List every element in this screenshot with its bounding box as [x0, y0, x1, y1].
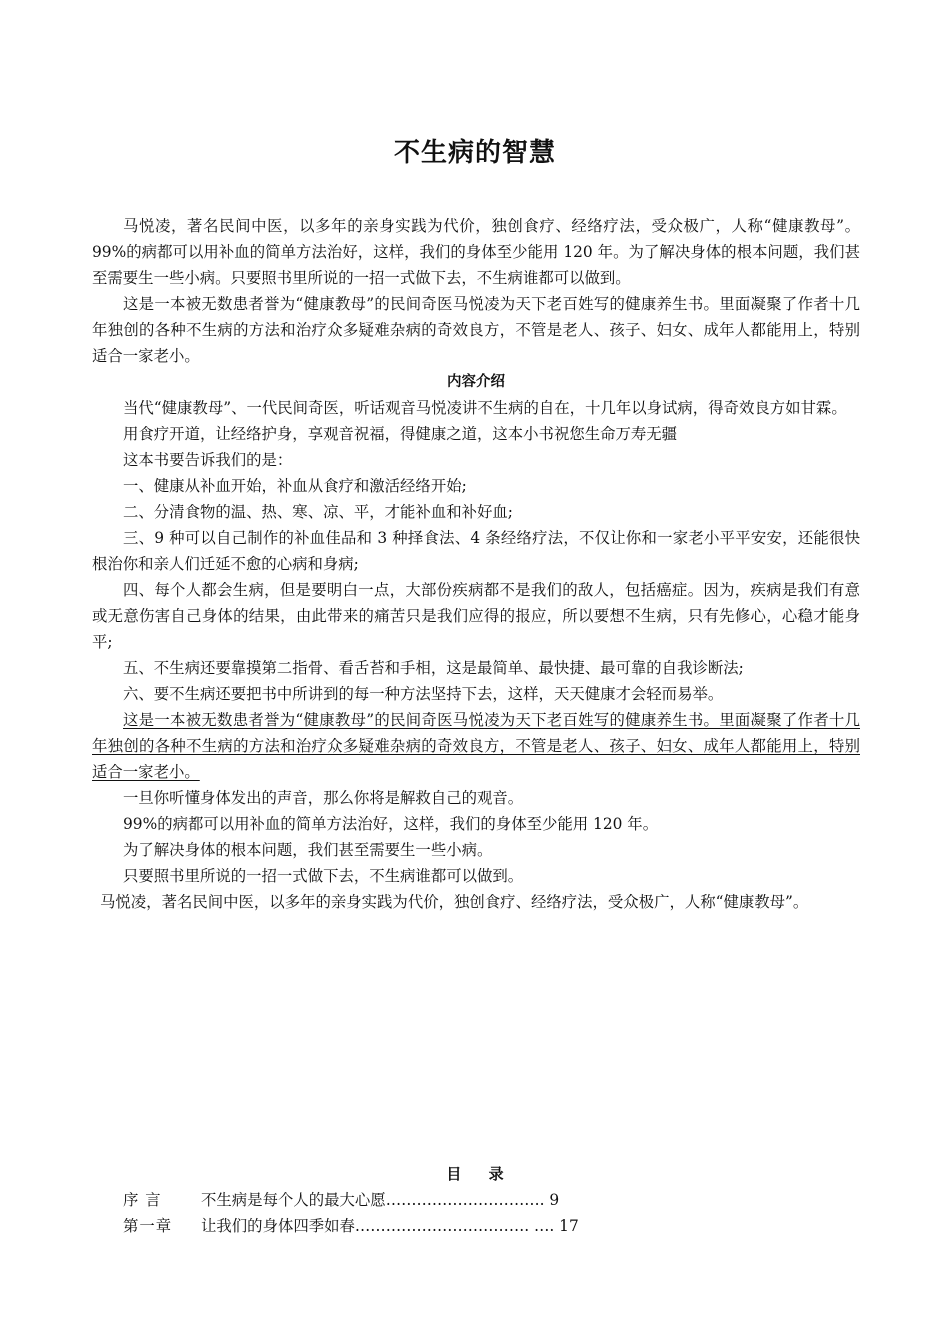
underlined-paragraph: 这是一本被无数患者誉为“健康教母”的民间奇医马悦凌为天下老百姓写的健康养生书。里面凝聚了作者十几年独创的各种不生病的方法和治疗众多疑难杂病的奇效良方，不管是老人、孩子、妇女、成年人都能用上，特别适合一家老小。 [92, 711, 860, 781]
content-paragraph: 99%的病都可以用补血的简单方法治好，这样，我们的身体至少能用 120 年。 [123, 815, 659, 833]
table-of-contents [123, 1187, 823, 1239]
content-paragraph: 只要照书里所说的一招一式做下去，不生病谁都可以做到。 [123, 867, 524, 885]
list-item-5: 五、不生病还要靠摸第二指骨、看舌苔和手相，这是最简单、最快捷、最可靠的自我诊断法; [123, 659, 744, 677]
toc-entry-label: 第一章 [123, 1217, 173, 1235]
content-paragraph: 用食疗开道，让经络护身，享观音祝福，得健康之道，这本小书祝您生命万寿无疆 [123, 425, 678, 443]
document-body [92, 213, 860, 915]
toc-entry-label: 序 言 [123, 1191, 162, 1209]
toc-entry-text: 不生病是每个人的最大心愿…………………………. 9 [201, 1191, 560, 1209]
intro-paragraph: 马悦凌，著名民间中医，以多年的亲身实践为代价，独创食疗、经络疗法，受众极广，人称“健康教母”。99%的病都可以用补血的简单方法治好，这样，我们的身体至少能用 120 年。为了解决身体的根本问题，我们甚至需要生一些小病。只要照书里所说的一招一式做下去，不生病谁都可以做到。 [92, 217, 860, 287]
list-item-1: 一、健康从补血开始，补血从食疗和激活经络开始; [123, 477, 467, 495]
toc-entry[interactable] [123, 1213, 823, 1239]
content-paragraph: 这本书要告诉我们的是： [123, 451, 293, 469]
document-title: 不生病的智慧 [393, 138, 556, 168]
content-paragraph: 为了解决身体的根本问题，我们甚至需要生一些小病。 [123, 841, 493, 859]
section-heading-content-intro: 内容介绍 [447, 374, 505, 390]
content-paragraph: 一旦你听懂身体发出的声音，那么你将是解救自己的观音。 [123, 789, 524, 807]
list-item-4: 四、每个人都会生病，但是要明白一点，大部份疾病都不是我们的敌人，包括癌症。因为，疾病是我们有意或无意伤害自己身体的结果，由此带来的痛苦只是我们应得的报应，所以要想不生病，只有先修心，心稳才能身平; [92, 581, 860, 651]
list-item-6: 六、要不生病还要把书中所讲到的每一种方法坚持下去，这样，天天健康才会轻而易举。 [123, 685, 724, 703]
list-item-3: 三、9 种可以自己制作的补血佳品和 3 种择食法、4 条经络疗法，不仅让你和一家老小平平安安，还能很快根治你和亲人们迁延不愈的心病和身病; [92, 529, 860, 573]
list-item-2: 二、分清食物的温、热、寒、凉、平，才能补血和补好血; [123, 503, 513, 521]
content-paragraph: 马悦凌，著名民间中医，以多年的亲身实践为代价，独创食疗、经络疗法，受众极广，人称“健康教母”。 [100, 893, 809, 911]
content-paragraph: 当代“健康教母”、一代民间奇医，听话观音马悦凌讲不生病的自在，十几年以身试病，得奇效良方如甘霖。 [123, 399, 847, 417]
summary-paragraph: 这是一本被无数患者誉为“健康教母”的民间奇医马悦凌为天下老百姓写的健康养生书。里面凝聚了作者十几年独创的各种不生病的方法和治疗众多疑难杂病的奇效良方，不管是老人、孩子、妇女、成年人都能用上，特别适合一家老小。 [92, 295, 860, 365]
toc-title: 目 录 [446, 1165, 504, 1183]
toc-entry[interactable] [123, 1187, 823, 1213]
toc-entry-text: 让我们的身体四季如春……………………………. …. 17 [201, 1217, 579, 1235]
